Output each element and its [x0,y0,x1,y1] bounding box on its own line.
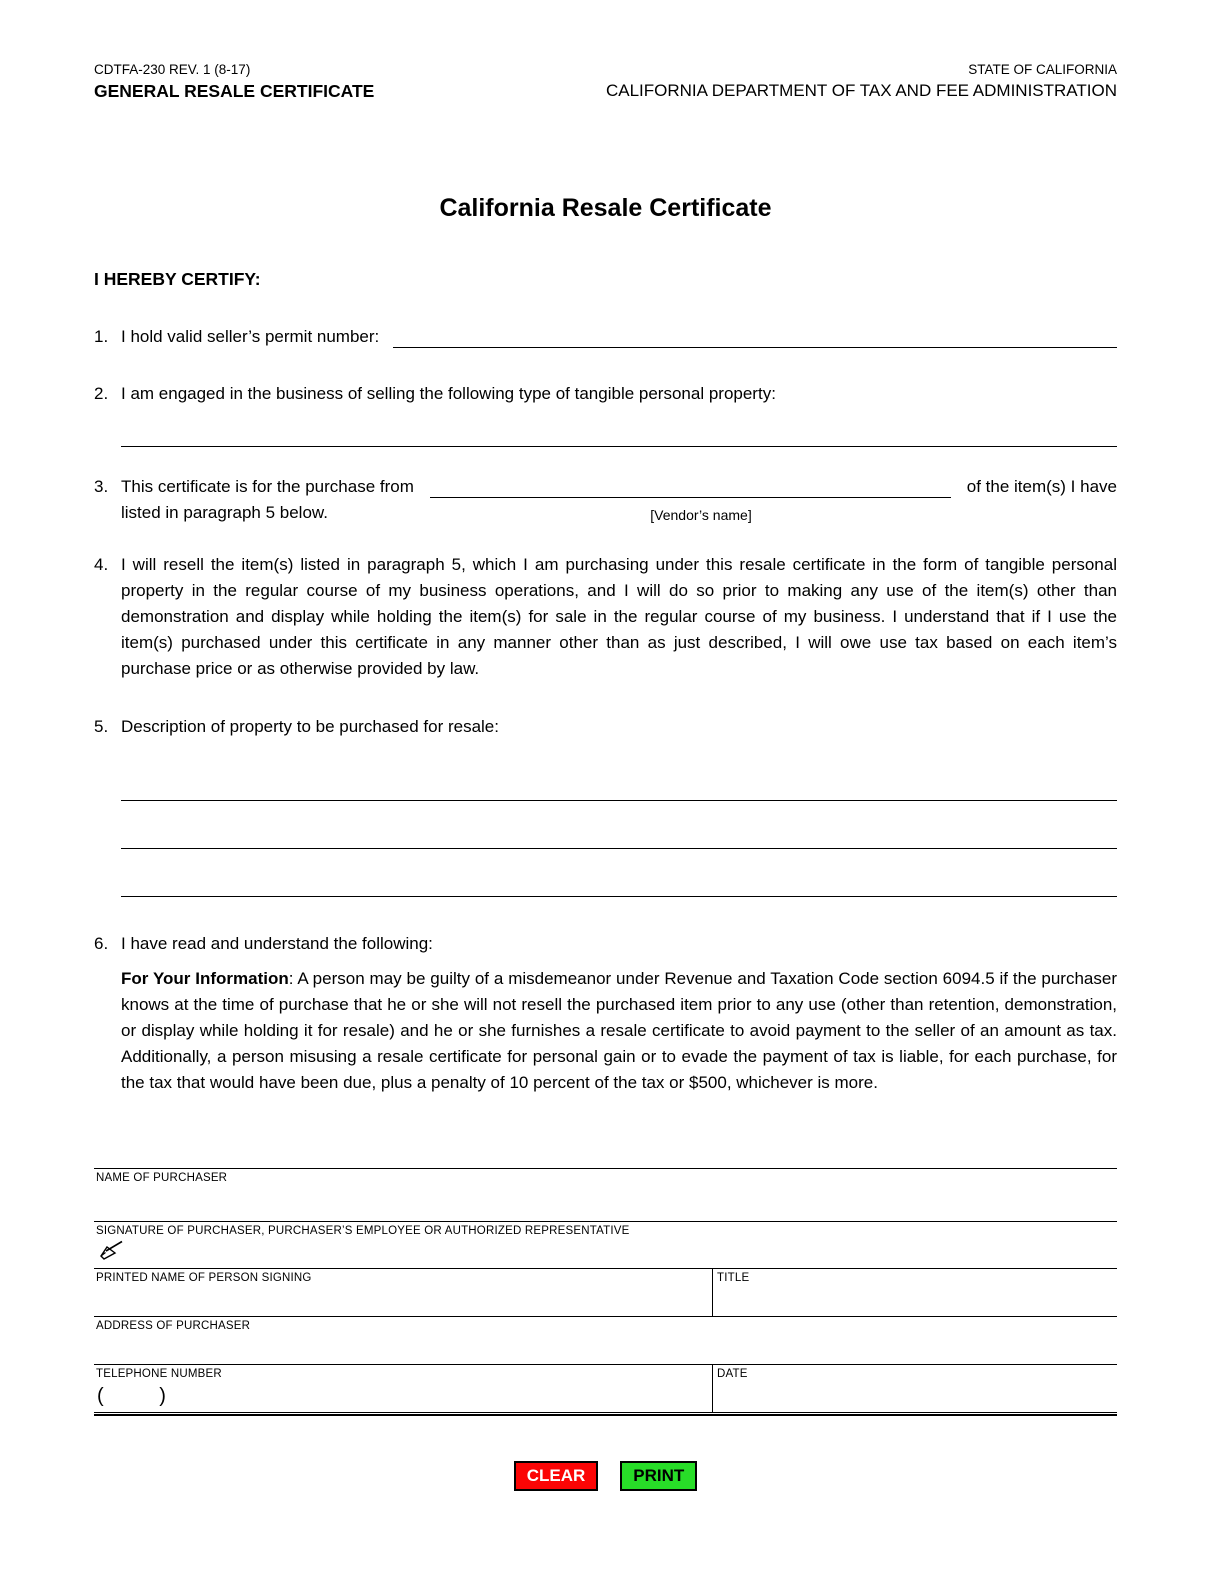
item-5-text: Description of property to be purchased for resale: [121,717,499,736]
printed-name-field[interactable] [94,1269,712,1316]
signature-label: SIGNATURE OF PURCHASER, PURCHASER’S EMPLOYEE OR AUTHORIZED REPRESENTATIVE [96,1225,630,1237]
item-5-number: 5. [94,717,109,736]
vendor-name-input-line[interactable] [430,474,951,498]
item-1 [94,324,1117,350]
form-header [94,62,1117,102]
item-2 [94,381,1117,447]
item-4-number: 4. [94,555,109,574]
property-type-input-line[interactable] [121,446,1117,447]
title-field[interactable] [712,1269,1117,1316]
title-label: TITLE [717,1272,750,1284]
item-1-number: 1. [94,327,109,346]
signature-field[interactable] [94,1221,1117,1268]
form-name: GENERAL RESALE CERTIFICATE [94,81,375,101]
item-3-text-before: This certificate is for the purchase from [121,477,414,496]
name-of-purchaser-label: NAME OF PURCHASER [96,1172,228,1184]
department-label: CALIFORNIA DEPARTMENT OF TAX AND FEE ADMINISTRATION [605,81,1117,100]
sellers-permit-input-line[interactable] [393,324,1117,348]
purchaser-fields [94,1168,1117,1416]
item-2-number: 2. [94,384,109,403]
for-your-information-paragraph [121,966,1117,1096]
form-actions [94,1461,1117,1491]
bottom-double-rule [94,1412,1117,1416]
printed-name-title-row [94,1268,1117,1316]
date-field[interactable] [712,1365,1117,1412]
telephone-prefill: ( ) [97,1385,166,1407]
address-label: ADDRESS OF PURCHASER [96,1320,251,1332]
state-label: STATE OF CALIFORNIA [968,62,1117,77]
telephone-date-row [94,1364,1117,1412]
page-title: California Resale Certificate [439,194,772,222]
form-header-right [606,62,1117,101]
item-2-text: I am engaged in the business of selling the following type of tangible personal property: [121,384,776,403]
description-input-line-1[interactable] [121,800,1117,801]
description-input-line-2[interactable] [121,848,1117,849]
description-input-line-3[interactable] [121,896,1117,897]
item-6-number: 6. [94,934,109,953]
clear-button[interactable]: CLEAR [514,1461,599,1491]
writing-hand-pen-icon [98,1240,124,1262]
item-4-text: I will resell the item(s) listed in paragraph 5, which I am purchasing under this resale certificate in the form of tangible personal property in the regular course of my business operations, and I will do so prior to making any use of the item(s) other than demonstration and display while holding the item(s) for sale in the regular course of my business. I understand that if I use the item(s) purchased under this certificate in any manner other than as just described, I will owe use tax based on each item’s purchase price or as otherwise provided by law. [121,555,1117,678]
item-5 [94,714,1117,897]
item-3-text-line2: listed in paragraph 5 below. [121,503,328,522]
form-number: CDTFA-230 REV. 1 (8-17) [94,62,251,77]
item-3-text-after: of the item(s) I have [966,477,1117,496]
print-button[interactable]: PRINT [620,1461,697,1491]
info-lead: For Your Information [121,969,289,988]
address-row [94,1316,1117,1364]
item-3 [94,474,1117,526]
item-1-text: I hold valid seller’s permit number: [121,327,380,346]
item-3-number: 3. [94,477,109,496]
telephone-field[interactable] [94,1365,712,1412]
info-text: : A person may be guilty of a misdemeanor under Revenue and Taxation Code section 6094.5 if the purchaser knows at the time of purchase that he or she will not resell the purchased item prior to any use (other than retention, demonstration, or display while holding it for resale) and he or she furnishes a resale certificate to avoid payment to the seller of an amount as tax. Additionally, a person misusing a resale certificate for personal gain or to evade the payment of tax is liable, for each purchase, for the tax that would have been due, plus a penalty of 10 percent of the tax or $500, whichever is more. [121,969,1117,1092]
printed-name-label: PRINTED NAME OF PERSON SIGNING [96,1272,312,1284]
certify-heading: I HEREBY CERTIFY: [94,269,261,289]
item-6-text: I have read and understand the following: [121,934,433,953]
form-header-left [94,62,374,102]
telephone-label: TELEPHONE NUMBER [96,1368,222,1380]
name-of-purchaser-field[interactable] [94,1168,1117,1221]
date-label: DATE [717,1368,748,1380]
vendor-name-caption: [Vendor’s name] [650,507,752,523]
address-field[interactable] [94,1317,1117,1364]
item-6 [94,931,1117,957]
item-4 [94,552,1117,682]
